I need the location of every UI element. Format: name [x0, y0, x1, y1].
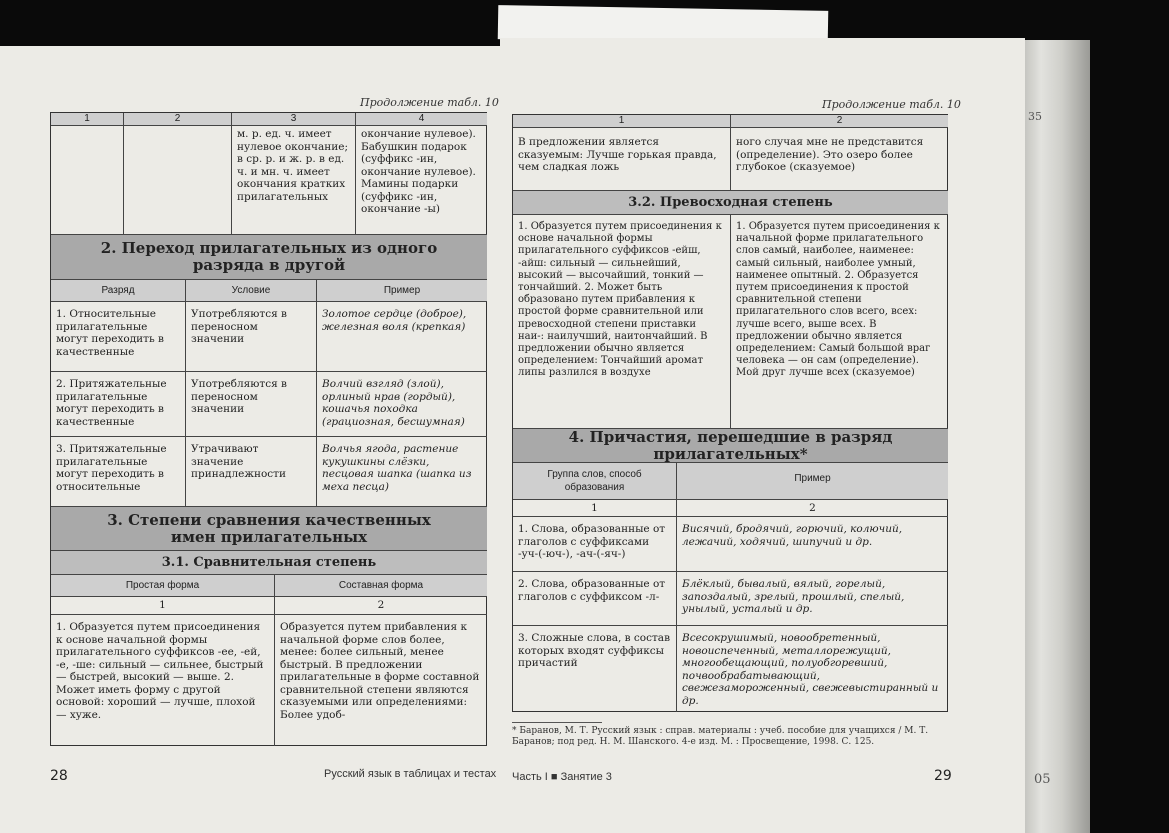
- table-cell: Волчий взгляд (злой), орлиный нрав (гордый), кошачья походка (грациозная, бесшумная): [317, 372, 487, 437]
- col-number: 2: [275, 597, 487, 615]
- col-number: 4: [356, 113, 487, 126]
- table-cell: Образуется путем прибавления к начальной форме слов более, менее: более сильный, менее быстрый. В предложении прилагательные в форме составной сравнительной степени являются сказуемыми или определениями: Более удоб-: [280, 621, 480, 721]
- table-cell: Употребляются в переносном значении: [186, 372, 317, 437]
- page-number: 29: [934, 768, 952, 784]
- book-fore-edge: [1020, 40, 1090, 833]
- table-cell: Волчья ягода, растение кукушкины слёзки, песцовая шапка (шапка из меха песца): [317, 437, 487, 507]
- left-page: [0, 46, 500, 833]
- table-cell: 1. Образуется путем присоединения к основе начальной формы прилагательного суффиксов -ейш, -айш: сильный — сильнейший, высокий — высочайший, тонкий — тончайший. 2. Может быть образовано путем прибавления к простой форме сравнительной или превосходной степени приставки наи-: наилучший, наитончайший. В предложении обычно является определением: Тончайший аромат липы разлился в воздухе: [513, 215, 731, 429]
- section-3-1-title: 3.1. Сравнительная степень: [51, 551, 487, 575]
- section-3-title: 3. Степени сравнения качественных имен прилагательных: [51, 507, 487, 551]
- right-table: [512, 114, 948, 712]
- column-header: Составная форма: [275, 575, 487, 597]
- table-cell: 1. Относительные прилагательные могут переходить в качественные: [51, 302, 186, 372]
- col-number: 1: [51, 597, 275, 615]
- table-cell: м. р. ед. ч. имеет нулевое окончание; в ср. р. и ж. р. в ед. ч. и мн. ч. имеет окончания кратких прилагательных: [232, 126, 356, 235]
- edge-page-number-top: 35: [1028, 110, 1042, 123]
- section-2-title: 2. Переход прилагательных из одного разряда в другой: [51, 235, 487, 280]
- running-title: Часть I ■ Занятие 3: [512, 771, 612, 783]
- table-continuation-header: Продолжение табл. 10: [360, 96, 499, 109]
- running-title: Русский язык в таблицах и тестах: [324, 768, 497, 780]
- section-4-title: 4. Причастия, перешедшие в разряд прилагательных*: [513, 429, 948, 463]
- col-number: 2: [124, 113, 232, 126]
- section-3-2-title: 3.2. Превосходная степень: [513, 191, 948, 215]
- table-cell: 1. Образуется путем присоединения к основе начальной формы прилагательного суффиксов -ее, -ей, -е, -ше: сильный — сильнее, быстрый — быстрей, высокий — выше. 2. Может иметь форму с другой основой: хороший — лучше, плохой — хуже.: [51, 615, 275, 746]
- col-number: 1: [513, 500, 677, 517]
- table-cell: Блёклый, бывалый, вялый, горелый, запоздалый, зрелый, прошлый, спелый, унылый, усталый и др.: [677, 572, 948, 626]
- table-cell: В предложении является сказуемым: Лучше горькая правда, чем сладкая ложь: [513, 128, 731, 191]
- column-header: Простая форма: [51, 575, 275, 597]
- table-cell: ного случая мне не представится (определение). Это озеро более глубокое (сказуемое): [731, 128, 948, 191]
- table-cell: 2. Притяжательные прилагательные могут переходить в качественные: [51, 372, 186, 437]
- table-cell: 2. Слова, образованные от глаголов с суффиксом -л-: [513, 572, 677, 626]
- column-header: Условие: [186, 280, 317, 302]
- col-number: 1: [51, 113, 124, 126]
- column-header: Пример: [677, 463, 948, 500]
- col-number: 1: [513, 115, 731, 128]
- table-cell: Всесокрушимый, новообретенный, новоиспеченный, металлорежущий, многообещающий, полуобгоревший, почвообрабатывающий, свежезамороженный, свежевыстиранный и др.: [682, 632, 939, 707]
- table-cell: 1. Образуется путем присоединения к начальной форме прилагательного слов самый, наиболее, наименее: самый сильный, наиболее умный, наименее опытный. 2. Образуется путем присоединения к простой сравнительной степени прилагательного слов всего, всех: лучше всего, выше всех. В предложении обычно является определением: Самый большой враг человека — он сам (определение). Мой друг лучше всех (сказуемое): [731, 215, 948, 429]
- column-header: Разряд: [51, 280, 186, 302]
- empty-cell: [51, 126, 124, 235]
- col-number: 3: [232, 113, 356, 126]
- page-number: 28: [50, 768, 68, 784]
- table-continuation-header: Продолжение табл. 10: [822, 98, 961, 111]
- table-cell: окончание нулевое). Бабушкин подарок (суффикс -ин, окончание нулевое). Мамины подарки (суффикс -ин, окончание -ы): [356, 126, 487, 235]
- table-cell: 3. Сложные слова, в состав которых входят суффиксы причастий: [513, 626, 677, 712]
- table-cell: 1. Слова, образованные от глаголов с суффиксами -уч-(-юч-), -ач-(-яч-): [513, 517, 677, 572]
- table-cell: 3. Притяжательные прилагательные могут переходить в относительные: [51, 437, 186, 507]
- edge-page-number-bottom: 05: [1034, 772, 1051, 787]
- table-cell: Употребляются в переносном значении: [186, 302, 317, 372]
- col-number: 2: [677, 500, 948, 517]
- table-cell: Висячий, бродячий, горючий, колючий, лежачий, ходячий, шипучий и др.: [677, 517, 948, 572]
- column-header: Пример: [317, 280, 487, 302]
- empty-cell: [124, 126, 232, 235]
- right-page: [500, 38, 1025, 833]
- left-table: [50, 112, 487, 746]
- col-number: 2: [731, 115, 948, 128]
- footnote-rule: [512, 722, 602, 723]
- table-cell: Золотое сердце (доброе), железная воля (крепкая): [317, 302, 487, 372]
- column-header: Группа слов, способ образования: [513, 463, 677, 500]
- table-cell: Утрачивают значение принадлежности: [186, 437, 317, 507]
- footnote: * Баранов, М. Т. Русский язык : справ. материалы : учеб. пособие для учащихся / М. Т. Баранов; под ред. Н. М. Шанского. 4-е изд. М. : Просвещение, 1998. С. 125.: [512, 726, 929, 747]
